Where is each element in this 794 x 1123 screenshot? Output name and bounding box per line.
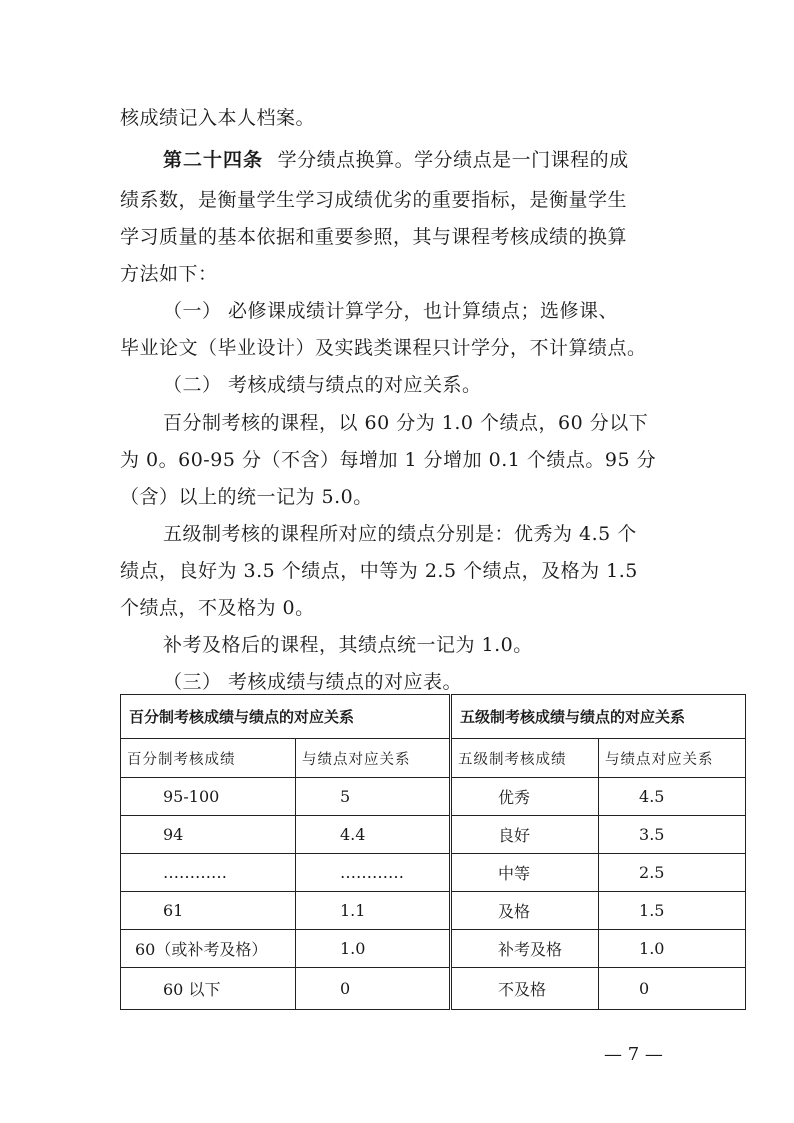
col-header-five-level: 五级制考核成绩 — [451, 739, 599, 778]
score-cell: 94 — [121, 816, 296, 854]
gp-cell: 1.0 — [296, 930, 451, 968]
left-table-title: 百分制考核成绩与绩点的对应关系 — [121, 695, 451, 739]
gp2-cell: 4.5 — [599, 778, 746, 816]
gp2-cell: 3.5 — [599, 816, 746, 854]
gp-cell: 5 — [296, 778, 451, 816]
para-line-6: （一） 必修课成绩计算学分，也计算绩点；选修课、 — [163, 300, 619, 322]
para-line-12: 五级制考核的课程所对应的绩点分别是：优秀为 4.5 个 — [163, 523, 637, 545]
gp-cell: 0 — [296, 968, 451, 1010]
para-line-5: 方法如下： — [120, 263, 218, 285]
grade-cell: 中等 — [451, 854, 599, 892]
score-cell: 95-100 — [121, 778, 296, 816]
table-header-row — [121, 739, 746, 778]
para-line-3: 绩系数，是衡量学生学习成绩优劣的重要指标，是衡量学生 — [120, 189, 628, 211]
grade-point-table — [120, 694, 746, 1010]
score-cell: 60（或补考及格） — [121, 930, 296, 968]
para-line-4: 学习质量的基本依据和重要参照，其与课程考核成绩的换算 — [120, 226, 628, 248]
gp2-cell: 0 — [599, 968, 746, 1010]
table-row — [121, 930, 746, 968]
para-line-11: （含）以上的统一记为 5.0。 — [120, 486, 373, 508]
col-header-percent-score: 百分制考核成绩 — [121, 739, 296, 778]
table-row — [121, 854, 746, 892]
gp-cell: ………… — [296, 854, 451, 892]
para-line-13: 绩点，良好为 3.5 个绩点，中等为 2.5 个绩点，及格为 1.5 — [120, 560, 638, 582]
para-line-1: 核成绩记入本人档案。 — [120, 107, 316, 129]
page-number: — 7 — — [604, 1044, 663, 1065]
article-24-title: 第二十四条 — [163, 149, 264, 171]
grade-cell: 良好 — [451, 816, 599, 854]
gp2-cell: 1.5 — [599, 892, 746, 930]
para-line-14: 个绩点，不及格为 0。 — [120, 597, 315, 619]
gp-cell: 4.4 — [296, 816, 451, 854]
score-cell: 60 以下 — [121, 968, 296, 1010]
score-cell: 61 — [121, 892, 296, 930]
grade-cell: 及格 — [451, 892, 599, 930]
para-line-10: 为 0。60-95 分（不含）每增加 1 分增加 0.1 个绩点。95 分 — [120, 449, 657, 471]
article-24-line — [163, 145, 629, 172]
col-header-grade-point-2: 与绩点对应关系 — [599, 739, 746, 778]
grade-cell: 补考及格 — [451, 930, 599, 968]
table-row — [121, 816, 746, 854]
para-line-16: （三） 考核成绩与绩点的对应表。 — [163, 671, 463, 693]
para-line-8: （二） 考核成绩与绩点的对应关系。 — [163, 374, 482, 396]
article-24-text: 学分绩点换算。学分绩点是一门课程的成 — [277, 149, 629, 171]
gp2-cell: 1.0 — [599, 930, 746, 968]
gp2-cell: 2.5 — [599, 854, 746, 892]
table-row — [121, 892, 746, 930]
score-cell: ………… — [121, 854, 296, 892]
right-table-title: 五级制考核成绩与绩点的对应关系 — [451, 695, 746, 739]
para-line-9: 百分制考核的课程，以 60 分为 1.0 个绩点，60 分以下 — [163, 412, 649, 434]
para-line-7: 毕业论文（毕业设计）及实践类课程只计学分，不计算绩点。 — [120, 337, 647, 359]
col-header-grade-point: 与绩点对应关系 — [296, 739, 451, 778]
para-line-15: 补考及格后的课程，其绩点统一记为 1.0。 — [163, 634, 533, 656]
table-title-row — [121, 695, 746, 739]
grade-cell: 优秀 — [451, 778, 599, 816]
table-row — [121, 968, 746, 1010]
table-row — [121, 778, 746, 816]
gp-cell: 1.1 — [296, 892, 451, 930]
grade-cell: 不及格 — [451, 968, 599, 1010]
